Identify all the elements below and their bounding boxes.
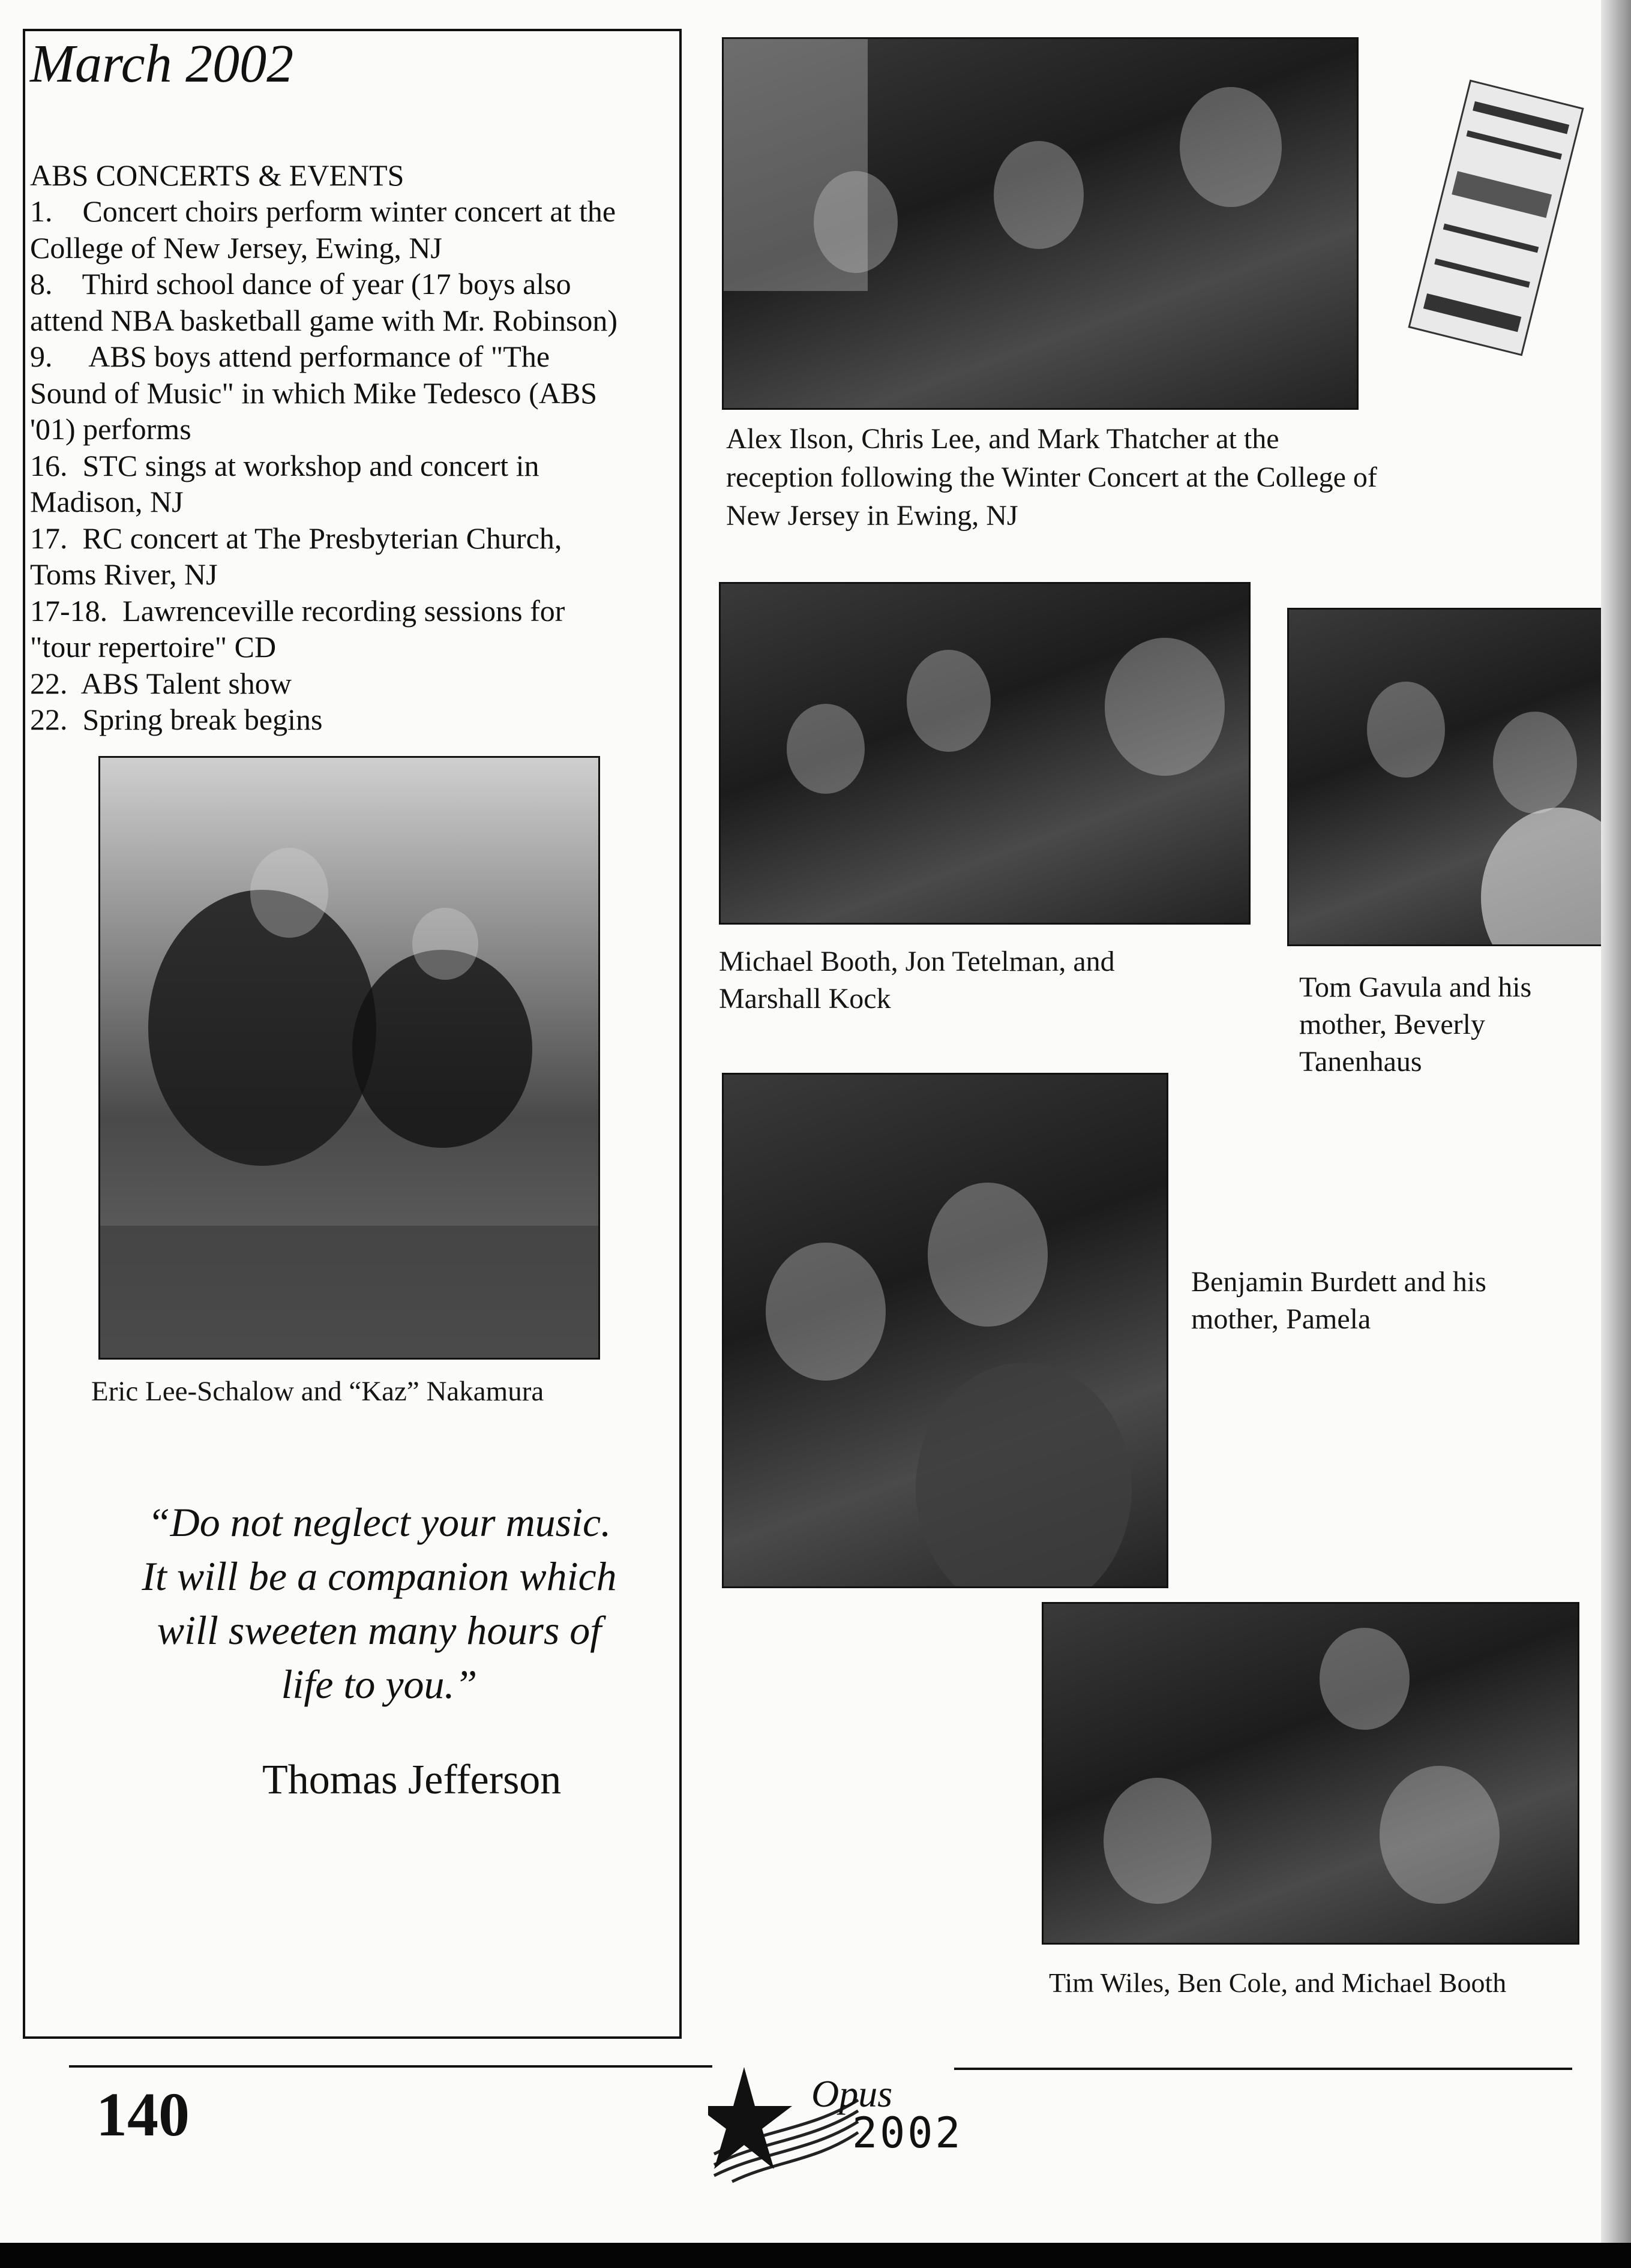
logo-year: 2002: [852, 2108, 963, 2158]
event-line: "tour repertoire" CD: [30, 630, 277, 664]
booth-photo: [719, 582, 1251, 925]
caption-line: reception following the Winter Concert at the College of: [726, 461, 1377, 493]
caption-line: Tanenhaus: [1299, 1046, 1422, 1078]
caption-line: Tom Gavula and his: [1299, 971, 1532, 1003]
gavula-photo: [1287, 608, 1609, 946]
caption-line: mother, Pamela: [1191, 1303, 1371, 1335]
caption-line: Benjamin Burdett and his: [1191, 1266, 1486, 1298]
swing-photo: [98, 756, 600, 1360]
bottom-scan-band: [0, 2243, 1631, 2268]
burdett-caption: [1191, 1264, 1486, 1338]
event-line: 9. ABS boys attend performance of "The: [30, 340, 550, 373]
wiles-photo: [1042, 1602, 1579, 1945]
caption-line: Michael Booth, Jon Tetelman, and: [719, 946, 1115, 977]
quote-line: life to you.”: [281, 1661, 478, 1707]
caption-line: New Jersey in Ewing, NJ: [726, 500, 1018, 532]
quote-line: will sweeten many hours of: [157, 1607, 602, 1653]
booth-caption: [719, 943, 1115, 1018]
footer-rule-right: [954, 2068, 1572, 2070]
footer-rule-left: [69, 2065, 712, 2068]
page-edge-shadow: [1601, 0, 1631, 2243]
event-line: 17. RC concert at The Presbyterian Church,: [30, 521, 562, 555]
reception-caption: [726, 420, 1377, 535]
event-line: '01) performs: [30, 412, 191, 446]
event-line: 8. Third school dance of year (17 boys also: [30, 267, 571, 301]
events-box: [23, 29, 682, 2039]
event-line: Toms River, NJ: [30, 557, 218, 591]
wiles-caption: Tim Wiles, Ben Cole, and Michael Booth: [1049, 1967, 1507, 1998]
quote-author: Thomas Jefferson: [262, 1757, 562, 1803]
caption-line: Alex Ilson, Chris Lee, and Mark Thatcher at the: [726, 423, 1279, 455]
reception-photo: [722, 37, 1359, 410]
event-line: 17-18. Lawrenceville recording sessions for: [30, 593, 565, 628]
event-line: 22. ABS Talent show: [30, 666, 292, 700]
event-line: attend NBA basketball game with Mr. Robinson): [30, 303, 618, 337]
concert-ticket-image: [1408, 80, 1584, 356]
event-line: 1. Concert choirs perform winter concert at the: [30, 194, 616, 228]
caption-line: mother, Beverly: [1299, 1009, 1485, 1040]
event-line: College of New Jersey, Ewing, NJ: [30, 230, 442, 265]
month-title: March 2002: [30, 34, 294, 94]
event-line: Sound of Music" in which Mike Tedesco (ABS: [30, 376, 598, 410]
quote: [109, 1495, 649, 1711]
event-line: 22. Spring break begins: [30, 703, 323, 736]
event-line: 16. STC sings at workshop and concert in: [30, 448, 539, 482]
gavula-caption: [1299, 969, 1531, 1081]
burdett-photo: [722, 1073, 1168, 1588]
event-line: Madison, NJ: [30, 485, 184, 518]
page-number: 140: [96, 2080, 190, 2149]
event-list: [30, 193, 678, 738]
caption-line: Marshall Kock: [719, 983, 891, 1015]
quote-line: It will be a companion which: [142, 1553, 617, 1599]
logo-word: Opus: [811, 2072, 893, 2115]
quote-line: “Do not neglect your music.: [147, 1499, 611, 1545]
swing-caption: Eric Lee-Schalow and “Kaz” Nakamura: [91, 1376, 544, 1407]
events-heading: ABS CONCERTS & EVENTS: [30, 158, 404, 192]
